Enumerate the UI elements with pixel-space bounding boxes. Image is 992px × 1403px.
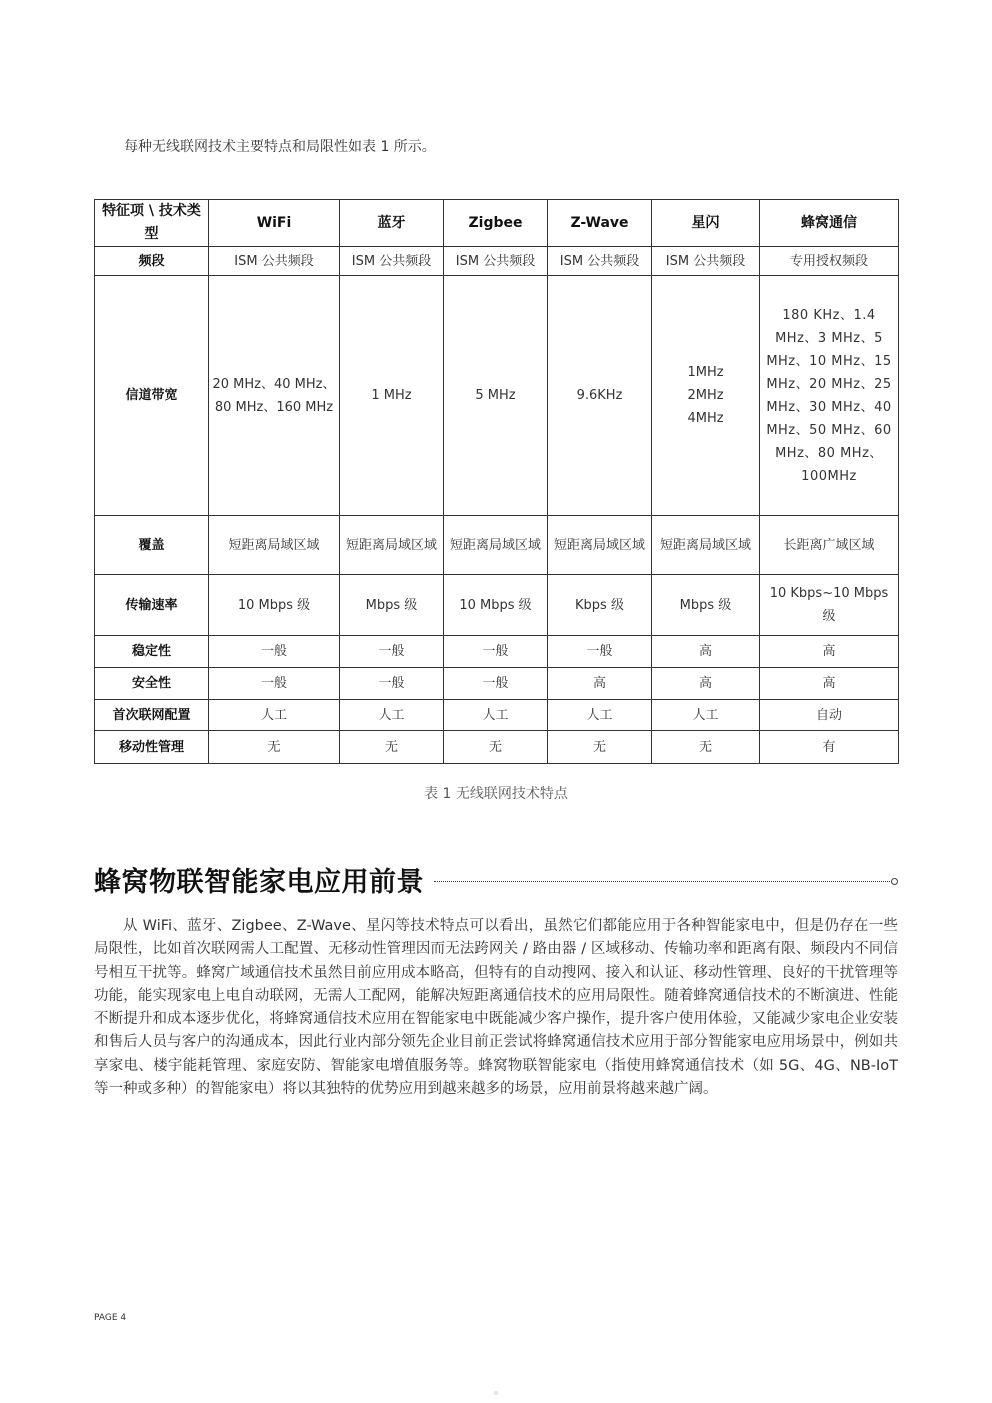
- table-cell: 一般: [444, 636, 548, 668]
- table-cell: ISM 公共频段: [652, 247, 760, 276]
- row-header: 安全性: [95, 668, 209, 700]
- table-cell: 人工: [209, 700, 340, 731]
- table-cell: 9.6KHz: [548, 276, 652, 516]
- table-cell: 5 MHz: [444, 276, 548, 516]
- table-cell: 一般: [209, 668, 340, 700]
- table-header-row: [95, 200, 899, 247]
- bottom-dot: [494, 1391, 498, 1395]
- column-header: Z-Wave: [548, 200, 652, 247]
- table-cell: 无: [548, 731, 652, 764]
- table-row: [95, 636, 899, 668]
- cell-line: 1MHz: [687, 365, 724, 380]
- table-row: [95, 700, 899, 731]
- row-header: 信道带宽: [95, 276, 209, 516]
- table-cell: 短距离局域区域: [209, 516, 340, 575]
- body-paragraph: 从 WiFi、蓝牙、Zigbee、Z-Wave、星闪等技术特点可以看出，虽然它们都能应用于各种智能家电中，但是仍存在一些局限性，比如首次联网需人工配置、无移动性管理因而无法跨网关 / 路由器 / 区域移动、传输功率和距离有限、频段内不同信号相互干扰等。蜂窝广域通信技术虽然目前应用成本略高，但特有的自动搜网、接入和认证、移动性管理、良好的干扰管理等功能，能实现家电上电自动联网，无需人工配网，能解决短距离通信技术的应用局限性。随着蜂窝通信技术的不断演进、性能不断提升和成本逐步优化，将蜂窝通信技术应用在智能家电中既能减少客户操作，提升客户使用体验，又能减少家电企业安装和售后人员与客户的沟通成本，因此行业内部分领先企业目前正尝试将蜂窝通信技术应用于部分智能家电应用场景中，例如共享家电、楼宇能耗管理、家庭安防、智能家电增值服务等。蜂窝物联智能家电（指使用蜂窝通信技术（如 5G、4G、NB-IoT 等一种或多种）的智能家电）将以其独特的优势应用到越来越多的场景，应用前景将越来越广阔。: [94, 918, 898, 1098]
- table-cell: 长距离广域区域: [760, 516, 899, 575]
- table-cell: 短距离局域区域: [652, 516, 760, 575]
- table-cell: 人工: [340, 700, 444, 731]
- table-cell: 高: [760, 668, 899, 700]
- table-row: [95, 668, 899, 700]
- column-header: 蓝牙: [340, 200, 444, 247]
- table-cell: ISM 公共频段: [209, 247, 340, 276]
- cell-line: 80 MHz、160 MHz: [214, 399, 334, 415]
- table-cell: 自动: [760, 700, 899, 731]
- dotted-rule: [434, 881, 890, 882]
- table-cell: 1 MHz: [340, 276, 444, 516]
- table-cell: ISM 公共频段: [444, 247, 548, 276]
- row-header: 频段: [95, 247, 209, 276]
- table-caption: 表 1 无线联网技术特点: [424, 786, 568, 802]
- table-cell: 无: [444, 731, 548, 764]
- row-header: 稳定性: [95, 636, 209, 668]
- column-header: WiFi: [209, 200, 340, 247]
- table-row: [95, 575, 899, 636]
- table-cell: 人工: [652, 700, 760, 731]
- section-title: 蜂窝物联智能家电应用前景: [94, 866, 424, 898]
- column-header: Zigbee: [444, 200, 548, 247]
- row-header: 覆盖: [95, 516, 209, 575]
- table-cell: [652, 276, 760, 516]
- table-cell: 有: [760, 731, 899, 764]
- table-cell: 无: [209, 731, 340, 764]
- cell-line: MHz、10 MHz、15: [766, 353, 892, 369]
- cell-line: MHz、50 MHz、60: [766, 422, 892, 438]
- table-cell: ISM 公共频段: [340, 247, 444, 276]
- table-cell: 专用授权频段: [760, 247, 899, 276]
- corner-header: 特征项 \ 技术类型: [95, 200, 209, 247]
- table-cell: 高: [652, 668, 760, 700]
- table-cell: 一般: [209, 636, 340, 668]
- table-row: [95, 516, 899, 575]
- intro-text: 每种无线联网技术主要特点和局限性如表 1 所示。: [124, 139, 436, 155]
- table-row: [95, 247, 899, 276]
- table-cell: Mbps 级: [652, 575, 760, 636]
- table-cell: 无: [652, 731, 760, 764]
- cell-line: 100MHz: [801, 468, 857, 484]
- table-cell: 一般: [444, 668, 548, 700]
- table-cell: 高: [548, 668, 652, 700]
- table-cell: Kbps 级: [548, 575, 652, 636]
- cell-line: 180 KHz、1.4: [782, 307, 876, 323]
- table-cell: 短距离局域区域: [340, 516, 444, 575]
- table-cell: 一般: [340, 636, 444, 668]
- row-header: 移动性管理: [95, 731, 209, 764]
- table-cell: [760, 276, 899, 516]
- column-header: 星闪: [652, 200, 760, 247]
- row-header: 首次联网配置: [95, 700, 209, 731]
- table-cell: 短距离局域区域: [444, 516, 548, 575]
- cell-line: MHz、3 MHz、5: [775, 330, 883, 346]
- cell-line: 2MHz: [687, 388, 724, 403]
- table-cell: 10 Mbps 级: [209, 575, 340, 636]
- section-heading: [94, 859, 898, 899]
- cell-line: MHz、80 MHz、: [775, 445, 883, 461]
- table-cell: 10 Mbps 级: [444, 575, 548, 636]
- table-cell: ISM 公共频段: [548, 247, 652, 276]
- page-number: PAGE 4: [94, 1313, 127, 1323]
- wireless-tech-comparison-table: [94, 199, 899, 764]
- table-cell: 10 Kbps~10 Mbps 级: [760, 575, 899, 636]
- table-cell: 高: [760, 636, 899, 668]
- table-cell: 无: [340, 731, 444, 764]
- cell-line: 20 MHz、40 MHz、: [212, 376, 336, 392]
- table-cell: 一般: [548, 636, 652, 668]
- row-header: 传输速率: [95, 575, 209, 636]
- table-cell: 人工: [444, 700, 548, 731]
- table-row: [95, 276, 899, 516]
- table-cell: 短距离局域区域: [548, 516, 652, 575]
- table-cell: 人工: [548, 700, 652, 731]
- cell-line: MHz、30 MHz、40: [766, 399, 892, 415]
- rule-end-circle: [891, 878, 898, 885]
- cell-line: MHz、20 MHz、25: [766, 376, 892, 392]
- table-cell: [209, 276, 340, 516]
- cell-line: 4MHz: [687, 411, 724, 426]
- column-header: 蜂窝通信: [760, 200, 899, 247]
- table-cell: 一般: [340, 668, 444, 700]
- table-cell: 高: [652, 636, 760, 668]
- table-row: [95, 731, 899, 764]
- table-cell: Mbps 级: [340, 575, 444, 636]
